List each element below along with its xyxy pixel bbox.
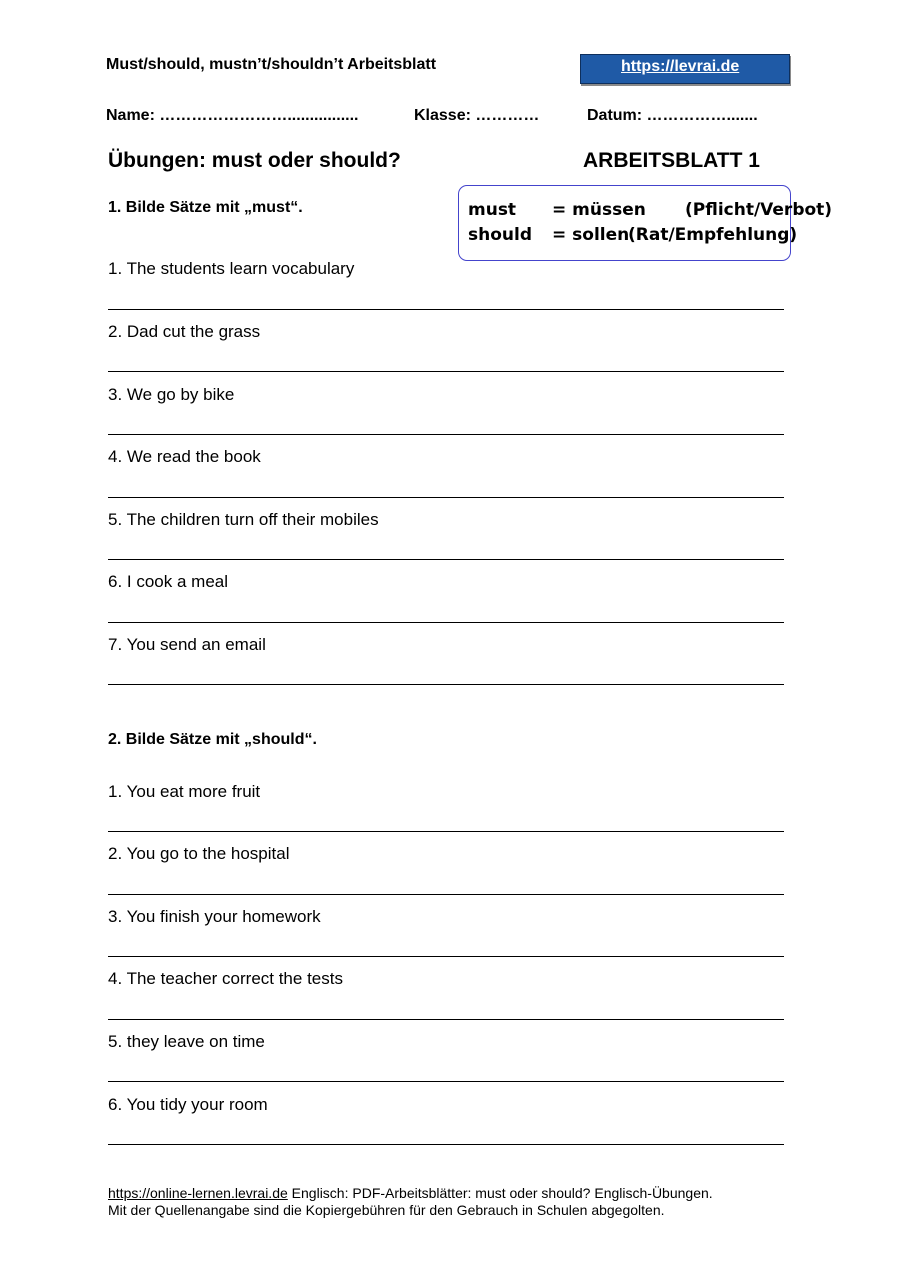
legend-must-meaning: = müssen <box>552 200 646 220</box>
answer-line[interactable] <box>108 622 784 623</box>
footer-line-2: Mit der Quellenangabe sind die Kopiergebühren für den Gebrauch in Schulen abgegolten. <box>108 1202 665 1218</box>
answer-line[interactable] <box>108 894 784 895</box>
datum-field: Datum: ……………....... <box>587 107 758 124</box>
answer-line[interactable] <box>108 434 784 435</box>
sheet-number: ARBEITSBLATT 1 <box>583 149 760 172</box>
answer-line[interactable] <box>108 1144 784 1145</box>
exercise-item: 5. The children turn off their mobiles <box>108 510 379 529</box>
klasse-field: Klasse: ………… <box>414 107 540 124</box>
footer-link[interactable]: https://online-lernen.levrai.de <box>108 1185 288 1201</box>
footer <box>108 1185 713 1219</box>
legend-should-term: should <box>468 225 532 245</box>
legend-must-row <box>468 198 833 223</box>
name-field: Name: ……………………................ <box>106 107 359 124</box>
footer-line-1 <box>108 1185 713 1202</box>
exercise-item: 5. they leave on time <box>108 1032 265 1051</box>
legend-should-row <box>468 223 798 248</box>
exercise-item: 2. You go to the hospital <box>108 844 290 863</box>
site-link[interactable]: https://levrai.de <box>580 54 790 84</box>
legend-should-note: (Rat/Empfehlung) <box>628 225 798 245</box>
exercise-item: 1. You eat more fruit <box>108 782 261 801</box>
answer-line[interactable] <box>108 1019 784 1020</box>
legend-must-note: (Pflicht/Verbot) <box>685 200 833 220</box>
legend-must-term: must <box>468 200 517 220</box>
page-title: Übungen: must oder should? <box>108 149 401 172</box>
section2-heading: 2. Bilde Sätze mit „should“. <box>108 731 317 748</box>
exercise-item: 4. The teacher correct the tests <box>108 969 343 988</box>
exercise-item: 3. We go by bike <box>108 385 235 404</box>
exercise-item: 6. You tidy your room <box>108 1095 268 1114</box>
answer-line[interactable] <box>108 1081 784 1082</box>
exercise-item: 6. I cook a meal <box>108 572 229 591</box>
exercise-item: 7. You send an email <box>108 635 266 654</box>
exercise-item: 1. The students learn vocabulary <box>108 259 355 278</box>
answer-line[interactable] <box>108 559 784 560</box>
answer-line[interactable] <box>108 309 784 310</box>
worksheet-title: Must/should, mustn’t/shouldn’t Arbeitsblatt <box>106 56 437 73</box>
exercise-item: 4. We read the book <box>108 447 261 466</box>
answer-line[interactable] <box>108 371 784 372</box>
answer-line[interactable] <box>108 831 784 832</box>
footer-text: Englisch: PDF-Arbeitsblätter: must oder should? Englisch-Übungen. <box>287 1185 713 1201</box>
legend-should-meaning: = sollen <box>552 225 630 245</box>
exercise-item: 2. Dad cut the grass <box>108 322 261 341</box>
answer-line[interactable] <box>108 956 784 957</box>
legend-box <box>458 185 833 261</box>
exercise-item: 3. You finish your homework <box>108 907 321 926</box>
section1-heading: 1. Bilde Sätze mit „must“. <box>108 199 303 216</box>
answer-line[interactable] <box>108 497 784 498</box>
answer-line[interactable] <box>108 684 784 685</box>
